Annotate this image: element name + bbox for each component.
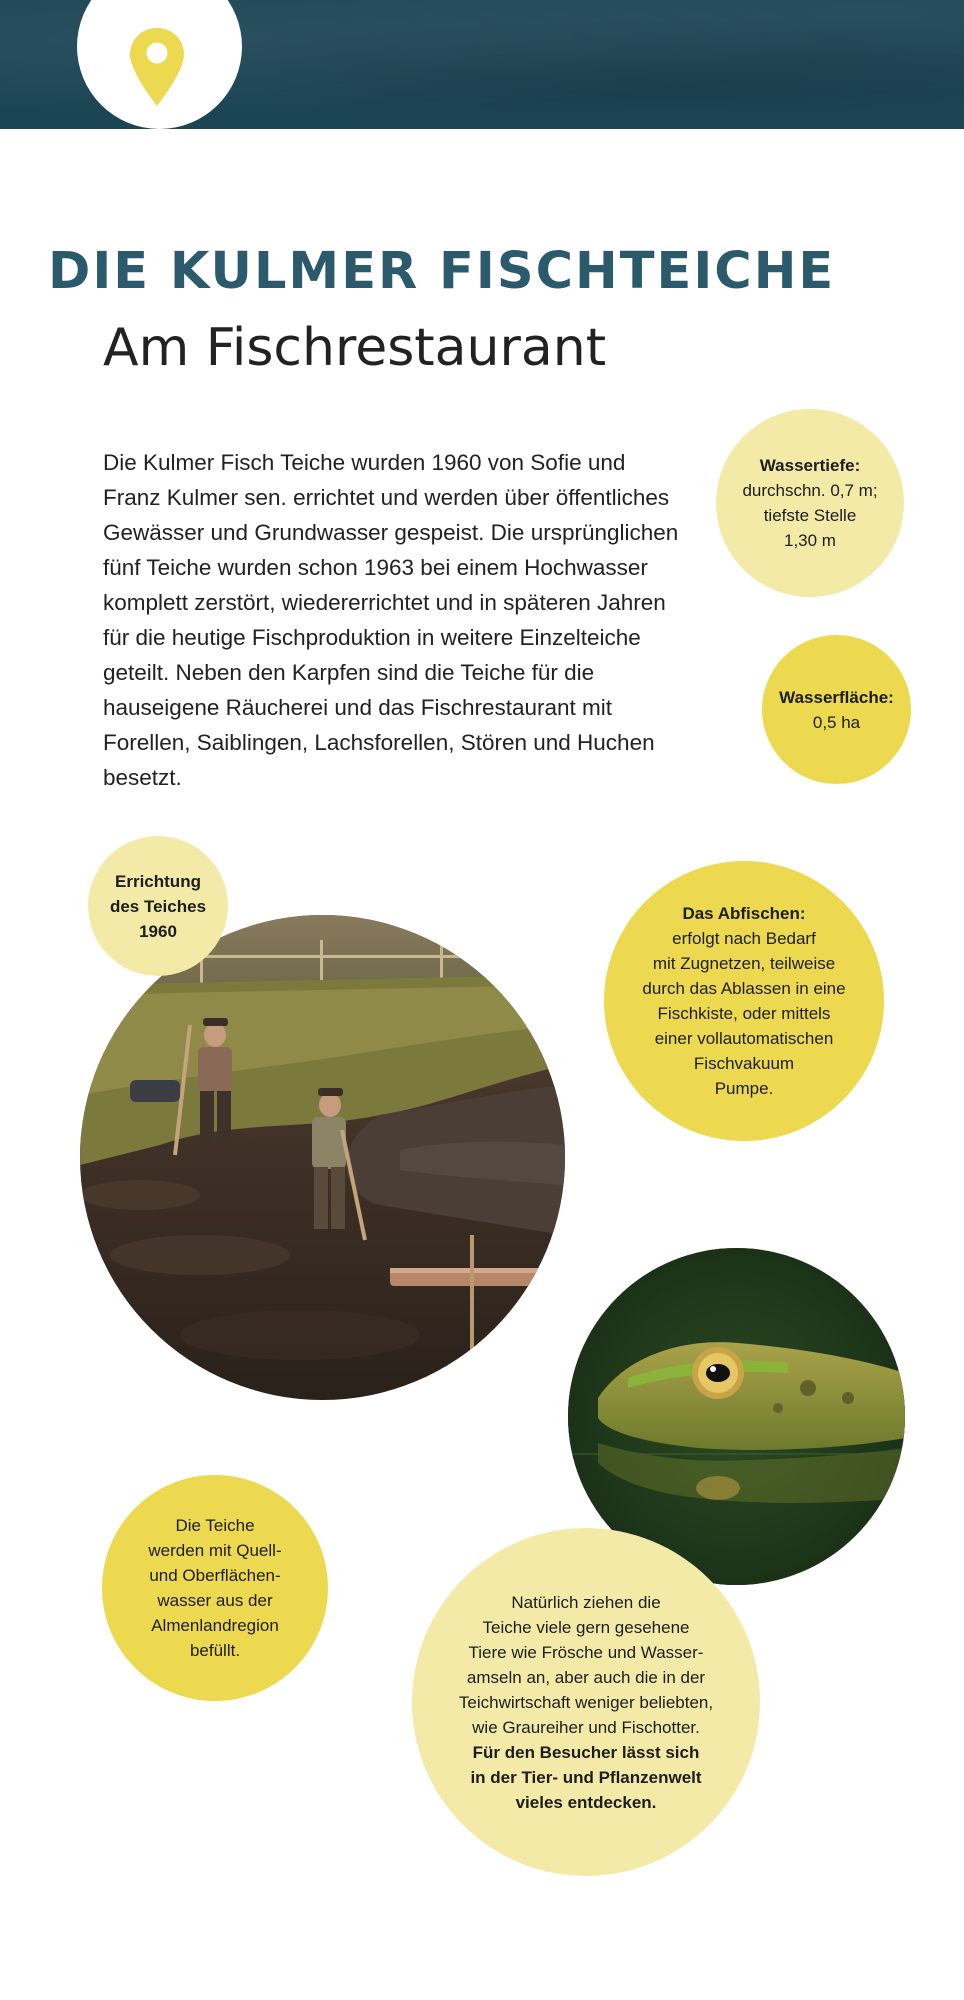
fishing-line: Pumpe. [714,1079,774,1098]
fishing-line: erfolgt nach Bedarf [672,929,816,948]
water-area-bubble [762,635,911,784]
wildlife-line: Teiche viele gern gesehene [482,1617,690,1637]
water-source-line: befüllt. [189,1641,241,1660]
wildlife-line: Teichwirtschaft weniger beliebten, [458,1692,714,1712]
fishing-label: Das Abfischen: [682,904,806,923]
water-depth-bubble [716,409,904,597]
water-depth-label: Wassertiefe: [759,456,861,475]
wildlife-line: Natürlich ziehen die [511,1592,661,1612]
water-depth-line: durchschn. 0,7 m; [742,481,878,500]
fishing-line: Fischvakuum [693,1054,795,1073]
map-pin-icon [128,26,186,108]
wildlife-line: amseln an, aber auch die in der [466,1667,706,1687]
fishing-line: mit Zugnetzen, teilweise [652,954,836,973]
construction-year-line: Errichtung [115,871,201,891]
construction-year-bubble [88,836,228,976]
fishing-line: Fischkiste, oder mittels [657,1004,831,1023]
fishing-line: durch das Ablassen in eine [642,979,846,998]
water-source-line: Almenlandregion [151,1616,279,1635]
wildlife-line: wie Graureiher und Fischotter. [472,1717,700,1737]
intro-text: Die Kulmer Fisch Teiche wurden 1960 von Sofie und Franz Kulmer sen. errichtet und werden über öffentliches Gewässer und Grundwasser gespeist. Die ursprünglichen fünf Teiche wurden schon 1963 bei einem Hochwasser komplett zerstört, wiedererrichtet und in späteren Jahren für die heutige Fischproduktion in weitere Einzelteiche geteilt. Neben den Karpfen sind die Teiche für die hauseigene Räucherei und das Fischrestaurant mit Forellen, Saiblingen, Lachsforellen, Stören und Huchen besetzt. [103,450,679,790]
wildlife-highlight-line: in der Tier- und Pflanzenwelt [470,1767,702,1787]
construction-year-line: des Teiches [109,896,207,916]
water-depth-line: tiefste Stelle [763,506,857,525]
water-source-line: wasser aus der [157,1591,273,1610]
page-subtitle: Am Fischrestaurant [103,318,607,378]
water-source-line: und Oberflächen- [149,1566,281,1585]
fishing-line: einer vollautomatischen [654,1029,834,1048]
wildlife-line: Tiere wie Frösche und Wasser- [468,1642,704,1662]
water-source-line: werden mit Quell- [148,1541,282,1560]
wildlife-highlight-line: vieles entdecken. [515,1792,657,1812]
water-area-label: Wasserfläche: [779,687,894,707]
water-source-bubble [102,1475,328,1701]
page-title: DIE KULMER FISCHTEICHE [48,242,836,301]
water-source-line: Die Teiche [175,1516,255,1535]
wildlife-highlight-line: Für den Besucher lässt sich [472,1742,700,1762]
historic-pond-illustration [80,915,565,1400]
wildlife-bubble [412,1528,760,1876]
historic-pond-photo [80,915,565,1400]
water-area-value: 0,5 ha [812,712,861,732]
fishing-bubble [604,861,884,1141]
construction-year-line: 1960 [139,921,177,941]
water-depth-line: 1,30 m [784,531,836,550]
